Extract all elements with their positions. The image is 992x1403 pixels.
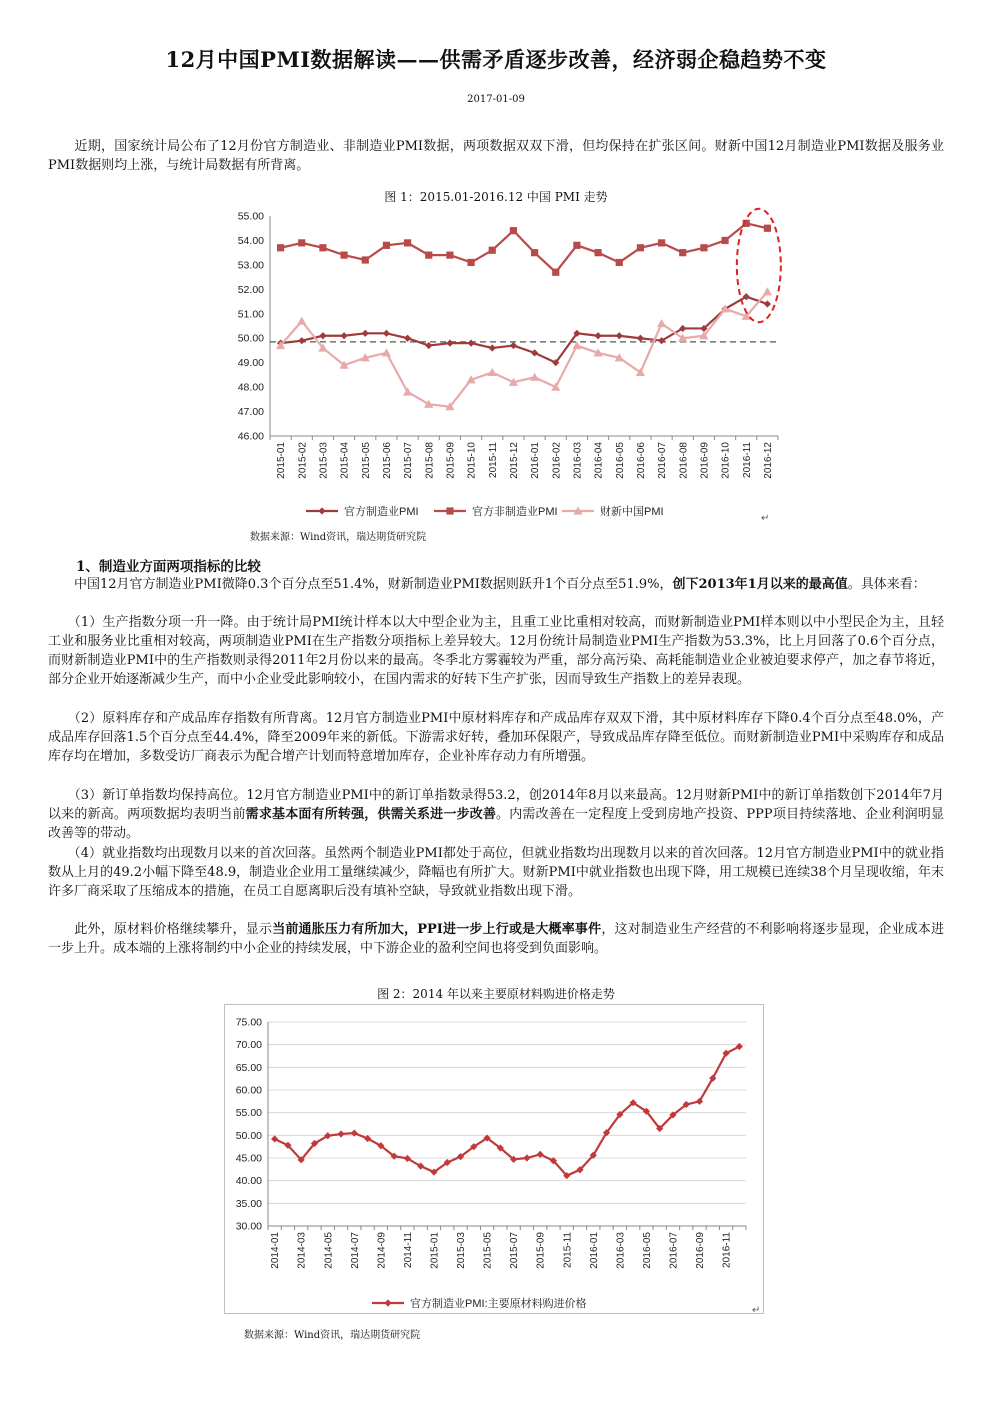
legend	[372, 1296, 587, 1310]
data-point	[446, 340, 453, 347]
data-point	[425, 252, 432, 259]
data-point	[658, 239, 665, 246]
point-3-text-a: （3）新订单指数均保持高位。12月官方制造业PMI中的新订单指数录得53.2，创2014年8月以来最高。12月财新PMI中的新订单指数创下2014年7月以来的新高。两项数据均表明当前	[48, 788, 944, 822]
data-point	[383, 330, 390, 337]
x-tick-label: 2016-02	[551, 442, 563, 479]
y-tick-label: 35.00	[235, 1197, 262, 1210]
x-tick-label: 2014-07	[349, 1232, 361, 1269]
legend-label: 官方非制造业PMI	[472, 506, 558, 518]
y-tick-label: 47.00	[237, 406, 264, 419]
data-point	[573, 242, 580, 249]
x-tick-label: 2015-03	[318, 442, 330, 479]
intro-paragraph: 近期，国家统计局公布了12月份官方制造业、非制造业PMI数据，两项数据双双下滑，但均保持在扩张区间。财新中国12月制造业PMI数据及服务业PMI数据则均上涨，与统计局数据有所背离。	[48, 139, 944, 173]
x-tick-label: 2016-03	[615, 1232, 627, 1269]
x-tick-label: 2016-08	[678, 442, 690, 479]
x-tick-label: 2015-05	[482, 1232, 494, 1269]
data-point	[298, 337, 305, 344]
y-tick-label: 49.00	[237, 357, 264, 370]
x-tick-label: 2016-09	[695, 1232, 707, 1269]
x-tick-label: 2016-07	[668, 1232, 680, 1269]
legend-marker	[318, 507, 325, 514]
data-point	[383, 242, 390, 249]
point-3-highlight: 需求基本面有所转强，供需关系进一步改善	[245, 807, 497, 822]
series-line	[275, 1046, 740, 1175]
data-point	[530, 373, 539, 381]
y-tick-label: 55.00	[237, 210, 264, 223]
data-point	[489, 344, 496, 351]
figure-2-source: 数据来源：Wind资讯，瑞达期货研究院	[244, 1330, 421, 1341]
figure-1-chart	[228, 204, 788, 528]
publish-date: 2017-01-09	[467, 94, 525, 105]
data-point	[616, 332, 623, 339]
x-tick-label: 2016-03	[572, 442, 584, 479]
legend-label: 财新中国PMI	[600, 506, 664, 518]
data-point	[362, 330, 369, 337]
legend-label: 官方制造业PMI:主要原材料购进价格	[410, 1298, 587, 1310]
series-1	[271, 1043, 743, 1179]
x-tick-label: 2016-10	[720, 442, 732, 479]
x-tick-label: 2015-09	[445, 442, 457, 479]
page-title: 12月中国PMI数据解读——供需矛盾逐步改善，经济弱企稳趋势不变	[165, 47, 827, 72]
legend	[306, 504, 664, 518]
data-point	[446, 252, 453, 259]
y-tick-label: 48.00	[237, 381, 264, 394]
x-tick-label: 2015-09	[535, 1232, 547, 1269]
x-tick-label: 2014-11	[402, 1232, 414, 1268]
series-1	[277, 293, 771, 366]
point-2-paragraph: （2）原料库存和产成品库存指数有所背离。12月官方制造业PMI中原材料库存和产成品库存双双下滑，其中原材料库存下降0.4个百分点至48.0%，产成品库存回落1.5个百分点至44.4%，降至2009年来的新低。下游需求好转，叠加环保限产，导致成品库存降至低位。而财新制造业PMI中采购库存和成品库存均在增加，多数受访厂商表示为配合增产计划而特意增加库存，企业补库存动力有所增强。	[48, 711, 944, 764]
data-point	[594, 332, 601, 339]
x-tick-label: 2015-05	[360, 442, 372, 479]
point-3-paragraph	[48, 786, 944, 843]
data-point	[277, 244, 284, 251]
data-point	[531, 349, 538, 356]
y-tick-label: 60.00	[235, 1084, 262, 1097]
series-line	[281, 297, 768, 363]
data-point	[467, 340, 474, 347]
section-1-text-c: 。具体来看：	[847, 577, 926, 592]
x-tick-label: 2016-11	[741, 442, 753, 478]
data-point	[531, 249, 538, 256]
data-point	[489, 247, 496, 254]
data-point	[679, 249, 686, 256]
data-point	[297, 317, 306, 325]
x-tick-label: 2014-01	[270, 1232, 282, 1269]
data-point	[319, 244, 326, 251]
x-tick-label: 2015-11	[562, 1232, 574, 1268]
point-4-paragraph: （4）就业指数均出现数月以来的首次回落。虽然两个制造业PMI都处于高位，但就业指数均出现数月以来的首次回落。12月官方制造业PMI中的就业指数从上月的49.2小幅下降至48.9，制造业企业用工量继续减少，降幅也有所扩大。财新PMI中就业指数也出现下降，用工规模已连续38个月呈现收缩，年末许多厂商采取了压缩成本的措施，在员工自愿离职后没有填补空缺，导致就业指数出现下滑。	[48, 846, 944, 899]
x-tick-label: 2016-01	[588, 1232, 600, 1269]
data-point	[523, 1154, 530, 1161]
legend-marker	[446, 507, 453, 514]
x-tick-label: 2016-05	[614, 442, 626, 479]
y-tick-label: 53.00	[237, 259, 264, 272]
y-tick-label: 45.00	[235, 1152, 262, 1165]
data-point	[404, 239, 411, 246]
x-tick-label: 2016-12	[762, 442, 774, 479]
point-1-paragraph: （1）生产指数分项一升一降。由于统计局PMI统计样本以大中型企业为主，且重工业比重相对较高，而财新制造业PMI样本则以中小型民企为主，且轻工业和服务业比重相对较高，两项制造业PMI在生产指数分项指标上差异较大。12月份统计局制造业PMI生产指数为53.3%，比上月回落了0.6个百分点，而财新制造业PMI中的生产指数则录得2011年2月份以来的最高。冬季北方雾霾较为严重，部分高污染、高耗能制造业企业被迫要求停产，加之春节将近，部分企业开始逐渐减少生产，而中小企业受此影响较小，在国内需求的好转下生产扩张，因而导致生产指数上的差异表现。	[48, 615, 944, 687]
data-point	[720, 304, 729, 312]
data-point	[637, 244, 644, 251]
data-point	[510, 227, 517, 234]
y-tick-label: 55.00	[235, 1107, 262, 1120]
data-point	[616, 259, 623, 266]
x-tick-label: 2015-08	[424, 442, 436, 479]
y-tick-label: 54.00	[237, 234, 264, 247]
y-tick-label: 52.00	[237, 283, 264, 296]
data-point	[382, 348, 391, 356]
legend-marker	[384, 1299, 391, 1306]
summary-paragraph	[48, 920, 944, 958]
x-tick-label: 2014-03	[296, 1232, 308, 1269]
data-point	[362, 256, 369, 263]
x-tick-label: 2015-10	[466, 442, 478, 479]
y-tick-label: 70.00	[235, 1039, 262, 1052]
y-tick-label: 50.00	[237, 332, 264, 345]
data-point	[637, 335, 644, 342]
x-tick-label: 2016-06	[635, 442, 647, 479]
data-point	[298, 239, 305, 246]
x-tick-label: 2014-05	[323, 1232, 335, 1269]
data-point	[319, 332, 326, 339]
section-1-paragraph	[48, 575, 944, 594]
section-1-highlight: 创下2013年1月以来的最高值	[672, 577, 848, 592]
data-point	[537, 1151, 544, 1158]
legend-label: 官方制造业PMI	[344, 506, 419, 518]
x-tick-label: 2015-11	[487, 442, 499, 478]
x-tick-label: 2015-01	[429, 1232, 441, 1269]
x-tick-label: 2014-09	[376, 1232, 388, 1269]
pmi-line-chart	[228, 204, 788, 524]
x-tick-label: 2015-12	[508, 442, 520, 479]
paragraph-mark: ↵	[761, 513, 770, 524]
data-point	[700, 244, 707, 251]
summary-text-a: 此外，原材料价格继续攀升，显示	[48, 922, 273, 937]
data-point	[271, 1135, 278, 1142]
x-tick-label: 2015-06	[381, 442, 393, 479]
x-tick-label: 2016-07	[657, 442, 669, 479]
point-3-text-c: 。内需改善在一定程度上受到房地产投资、PPP项目持续落地、企业利润明显改善等的带动。	[48, 807, 944, 841]
data-point	[404, 335, 411, 342]
paragraph-mark: ↵	[752, 1305, 761, 1316]
y-tick-label: 51.00	[237, 308, 264, 321]
y-tick-label: 65.00	[235, 1061, 262, 1074]
data-point	[657, 319, 666, 327]
data-point	[403, 387, 412, 395]
y-tick-label: 40.00	[235, 1175, 262, 1188]
x-tick-label: 2015-07	[403, 442, 415, 479]
summary-text-c: ，这对制造业生产经营的不利影响将逐步显现，企业成本进一步上升。成本端的上涨将制约中小企业的持续发展，中下游企业的盈利空间也将受到负面影响。	[48, 922, 944, 956]
figure-2-caption: 图 2：2014 年以来主要原材料购进价格走势	[377, 987, 615, 1001]
x-tick-label: 2015-01	[276, 442, 288, 479]
figure-1-source: 数据来源：Wind资讯，瑞达期货研究院	[250, 532, 427, 543]
x-tick-label: 2016-04	[593, 442, 605, 479]
data-point	[337, 1130, 344, 1137]
data-point	[425, 342, 432, 349]
y-tick-label: 50.00	[235, 1129, 262, 1142]
x-tick-label: 2016-01	[530, 442, 542, 479]
summary-highlight: 当前通胀压力有所加大，PPI进一步上行或是大概率事件	[272, 922, 602, 937]
x-tick-label: 2015-07	[509, 1232, 521, 1269]
data-point	[340, 252, 347, 259]
section-1-text-a: 中国12月官方制造业PMI微降0.3个百分点至51.4%，财新制造业PMI数据则跃升1个百分点至51.9%，	[48, 577, 673, 592]
y-tick-label: 30.00	[235, 1220, 262, 1233]
data-point	[764, 300, 771, 307]
x-tick-label: 2015-04	[339, 442, 351, 479]
data-point	[467, 259, 474, 266]
data-point	[552, 269, 559, 276]
figure-2-chart	[224, 1004, 764, 1318]
x-tick-label: 2016-05	[641, 1232, 653, 1269]
x-tick-label: 2016-09	[699, 441, 711, 479]
section-1-heading: 1、制造业方面两项指标的比较	[76, 559, 261, 575]
data-point	[488, 368, 497, 376]
x-tick-label: 2016-11	[721, 1232, 733, 1268]
x-tick-label: 2015-03	[456, 1232, 468, 1269]
figure-1-caption: 图 1：2015.01-2016.12 中国 PMI 走势	[384, 190, 608, 204]
series-2	[277, 220, 771, 276]
x-tick-label: 2015-02	[297, 442, 309, 479]
raw-material-price-chart	[224, 1004, 764, 1314]
data-point	[594, 249, 601, 256]
data-point	[340, 332, 347, 339]
y-tick-label: 75.00	[235, 1016, 262, 1029]
series-line	[281, 223, 768, 272]
data-point	[763, 287, 772, 295]
data-point	[510, 342, 517, 349]
data-point	[764, 225, 771, 232]
data-point	[721, 237, 728, 244]
y-tick-label: 46.00	[237, 430, 264, 443]
